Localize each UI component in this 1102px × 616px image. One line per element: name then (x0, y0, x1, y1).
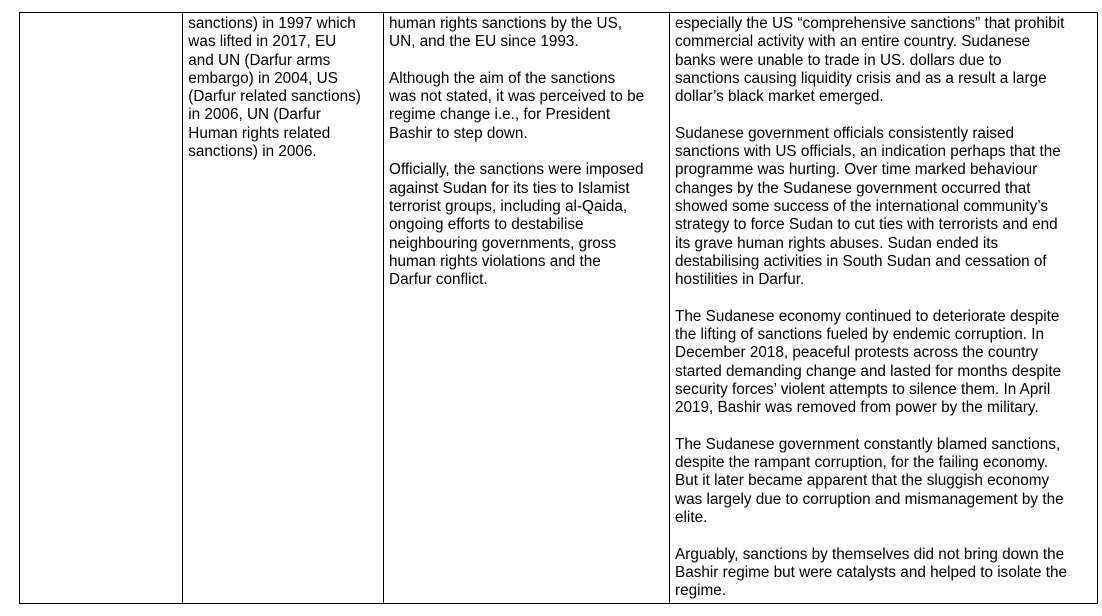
paragraph: sanctions) in 1997 which was lifted in 2017, EU and UN (Darfur arms embargo) in 2004, US (Darfur related sanctions) in 2006, UN (Darfur Human rights related sanctions) in 2006. (188, 15, 361, 161)
table-cell-first-column (20, 13, 183, 604)
paragraph: The Sudanese economy continued to deteriorate despite the lifting of sanctions fueled by endemic corruption. In December 2018, peaceful protests across the country started demanding change and lasted for months despite security forces’ violent attempts to silence them. In April 2019, Bashir was removed from power by the military. (675, 307, 1062, 417)
paragraph: Sudanese government officials consistently raised sanctions with US officials, an indication perhaps that the programme was hurting. Over time marked behaviour changes by the Sudanese government occurred that showed some success of the international community’s strategy to force Sudan to cut ties with terrorists and end its grave human rights abuses. Sudan ended its destabilising activities in South Sudan and cessation of hostilities in Darfur. (675, 124, 1061, 289)
table-row (20, 13, 1098, 604)
paragraph: Officially, the sanctions were imposed against Sudan for its ties to Islamist terrorist groups, including al-Qaida, ongoing efforts to destabilise neighbouring governments, gross human rights violations and the Darfur conflict. (389, 161, 644, 289)
table-cell-sanctions-aim (384, 13, 670, 604)
paragraph: especially the US “comprehensive sanctions” that prohibit commercial activity with an entire country. Sudanese banks were unable to trade in US. dollars due to sanctions causing liquidity crisis and as a result a large dollar’s black market emerged. (675, 15, 1065, 106)
sanctions-table (19, 12, 1098, 604)
paragraph: The Sudanese government constantly blamed sanctions, despite the rampant corruption, for the failing economy. But it later became apparent that the sluggish economy was largely due to corruption and mismanagement by the elite. (675, 435, 1064, 527)
table-cell-sanctions-list (183, 13, 384, 604)
paragraph: human rights sanctions by the US, UN, and the EU since 1993. (389, 15, 623, 51)
table-cell-sanctions-impact (670, 13, 1098, 604)
paragraph: Although the aim of the sanctions was not stated, it was perceived to be regime change i.e., for President Bashir to step down. (389, 69, 645, 142)
paragraph: Arguably, sanctions by themselves did not bring down the Bashir regime but were catalysts and helped to isolate the regime. (675, 545, 1068, 600)
